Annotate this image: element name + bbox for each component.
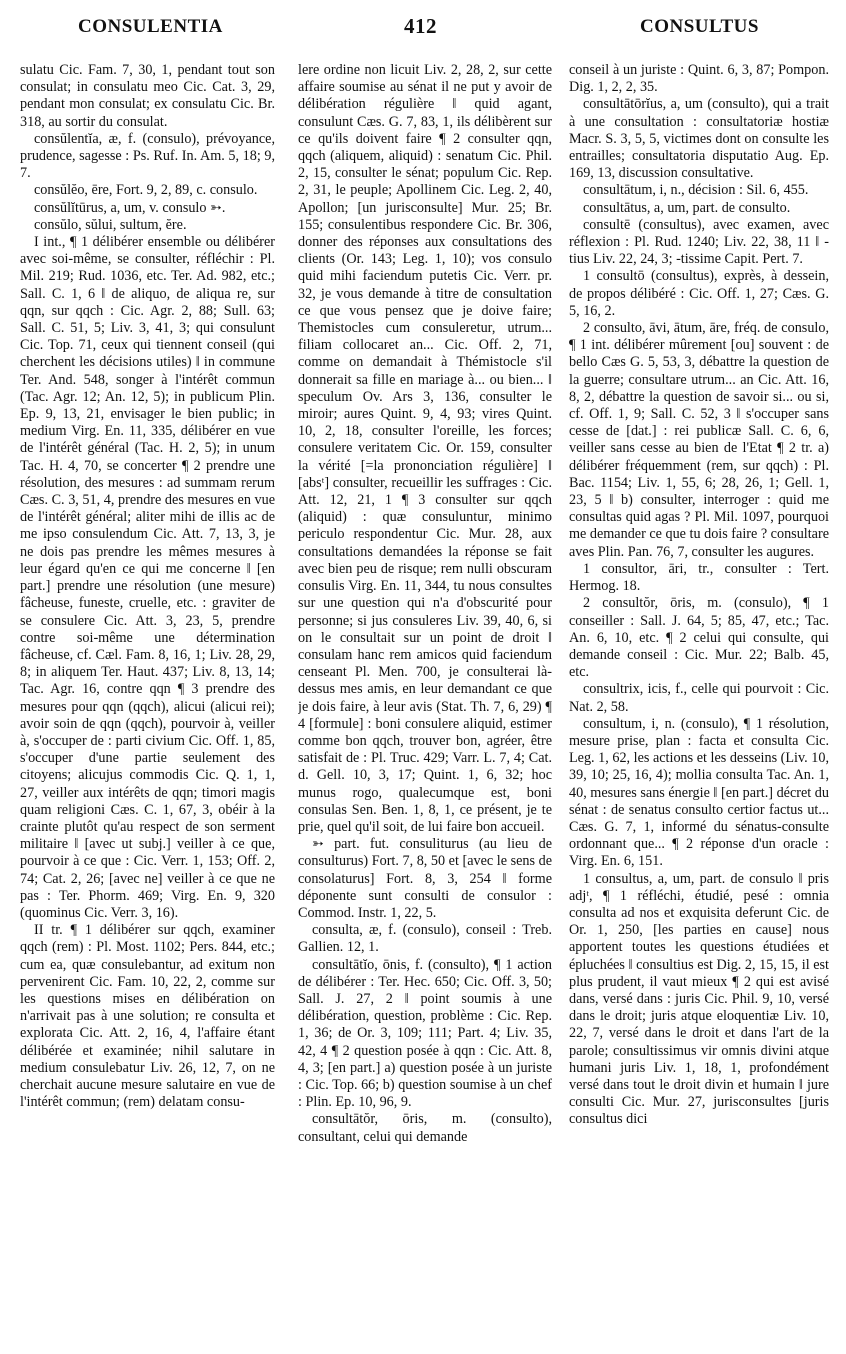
entry-paragraph: 1 consultor, āri, tr., consulter : Tert. Hermog. 18.: [569, 560, 829, 595]
page-number: 412: [404, 14, 437, 38]
header-left-word: CONSULENTIA: [78, 16, 223, 37]
entry-paragraph: consultātĭo, ōnis, f. (consulto), ¶ 1 action de délibérer : Ter. Hec. 650; Cic. Off. 3, 50; Sall. J. 27, 2 ‖ point soumis à une délibération, question, problème : Cic. Rep. 1, 36; de Or. 3, 109; 111; Part. 4; Liv. 35, 42, 4 ¶ 2 question posée à qqn : Cic. Att. 8, 4, 3; [en part.] a) question posée à un juriste : Cic. Top. 66; b) question soumise à un chef : Plin. Ep. 10, 96, 9.: [298, 956, 552, 1111]
entry-paragraph: consultātum, i, n., décision : Sil. 6, 455.: [583, 182, 809, 199]
entry-paragraph: consulta, æ, f. (consulo), conseil : Treb. Gallien. 12, 1.: [298, 922, 552, 956]
entry-paragraph: II tr. ¶ 1 délibérer sur qqch, examiner qqch (rem) : Pl. Most. 1102; Pers. 844, etc.; cum ea, quæ consulebantur, ad exitum non pervenirent Cic. Fam. 10, 22, 2, comme sur les questions mises en délibération on n'arrivait pas à une solution; re consulta et explorata Cic. Att. 2, 16, 4, l'affaire étant délibérée et examinée; nihil salutare in medium consulebatur Liv. 26, 12, 7, on ne cherchait aucune mesure salutaire en vue de l'intérêt commun; (rem) delatam consu-: [20, 922, 275, 1111]
entry-paragraph: consultrix, icis, f., celle qui pourvoit : Cic. Nat. 2, 58.: [569, 681, 829, 715]
entry-paragraph: consultātōrĭus, a, um (consulto), qui a trait à une consultation : consultatoriæ hostiæ Macr. S. 3, 5, 5, victimes dont on consulte les entrailles; consultatoria disputatio Aug. Ep. 169, 13, discussion consultative.: [569, 96, 829, 182]
column-3: [569, 62, 829, 1342]
page-header: [0, 0, 846, 58]
entry-paragraph: 1 consultō (consultus), exprès, à dessein, de propos délibéré : Cic. Off. 1, 27; Cæs. G. 5, 16, 2.: [569, 268, 829, 319]
entry-paragraph: sulatu Cic. Fam. 7, 30, 1, pendant tout son consulat; in consulatu meo Cic. Cat. 3, 29, pendant mon consulat; ex consulatu Cic. Br. 318, au sortir du consulat.: [20, 62, 275, 130]
entry-paragraph: 2 consultŏr, ōris, m. (consulo), ¶ 1 conseiller : Sall. J. 64, 5; 85, 47, etc.; Tac. An. 6, 10, etc. ¶ 2 celui qui consulte, qui demande conseil : Cic. Mur. 22; Balb. 45, etc.: [569, 595, 829, 681]
entry-paragraph: consŭlentĭa, æ, f. (consulo), prévoyance, prudence, sagesse : Ps. Ruf. In. Am. 5, 18; 9, 7.: [20, 130, 275, 182]
entry-paragraph: 2 consulto, āvi, ātum, āre, fréq. de consulo, ¶ 1 int. délibérer mûrement [ou] souvent : de bello Cæs G. 5, 53, 3, débattre la question de la guerre; consultare utrum... an Cic. Att. 16, 8, 2, débattre la question de savoir si... ou si, cf. Off. 1, 9; Sall. C. 52, 3 ‖ s'occuper sans cesse de [dat.] : rei publicæ Sall. C. 6, 6, veiller sans cesse au bien de l'Etat ¶ 2 tr. a) délibérer fréquemment (rem, sur qqch) : Pl. Bac. 1154; Liv. 1, 55, 6; 28, 26, 1; Gell. 1, 23, 5 ‖ b) consulter, interroger : quid me consultas quid agas ? Pl. Mil. 1097, pourquoi me demander ce que tu dois faire ? consultare aves Plin. Pan. 76, 7, consulter les augures.: [569, 320, 829, 560]
entry-paragraph: 1 consultus, a, um, part. de consulo ‖ pris adjᵗ, ¶ 1 réfléchi, étudié, pesé : omnia consulta ad nos et exquisita deferunt Cic. de Or. 1, 250, [les parties en cause] nous apportent toutes les questions étudiées et épluchées ‖ consultius est Dig. 2, 15, 15, il est plus prudent, il vaut mieux ¶ 2 qui est avisé dans, versé dans : juris Cic. Phil. 9, 10, versé dans le droit; juris atque eloquentiæ Liv. 10, 22, 7, versé dans le droit et dans l'art de la parole; consultissimus vir omnis divini atque humani juris Liv. 1, 18, 1, profondément versé dans tout le droit divin et humain ‖ jure consulti Cic. Mur. 27, jurisconsultes [juris consultus dici: [569, 870, 829, 1128]
entry-paragraph: consultē (consultus), avec examen, avec réflexion : Pl. Rud. 1240; Liv. 22, 38, 11 ‖ -tius Liv. 22, 24, 3; -tissime Capit. Pert. 7.: [569, 216, 829, 268]
entry-paragraph: lere ordine non licuit Liv. 2, 28, 2, sur cette affaire soumise au sénat il ne put y avoir de délibération régulière ‖ quid agant, consulunt Cæs. G. 7, 83, 1, ils délibèrent sur ce qu'ils doivent faire ¶ 2 consulter qqn, qqch (aliquem, aliquid) : senatum Cic. Phil. 2, 15, consulter le sénat; populum Cic. Rep. 2, 31, le peuple; Apollinem Cic. Leg. 2, 40, Apollon; [un jurisconsulte] Mur. 25; Br. 155; consulentibus respondere Cic. Br. 306, donner des réponses aux consultations des clients (Or. 143; Leg. 1, 10); vos consulo quid mihi faciendum putetis Cic. Verr. pr. 32, je vous demande à titre de consultation ce que vous pensez que je doive faire; Themistocles cum consuleretur, utrum... filiam collocaret an... Cic. Off. 2, 71, comme on demandait à Thémistocle s'il donnerait sa fille en mariage à... ou bien... ‖ speculum Ov. Ars 3, 136, consulter le miroir; aures Quint. 9, 4, 93; vires Quint. 10, 2, 18, consulter l'oreille, les forces; consulere veritatem Cic. Or. 159, consulter la vérité [=la prononciation régulière] ‖ [absᵗ] consulter, recueillir les suffrages : Cic. Att. 12, 21, 1 ¶ 3 consulter sur qqch (aliquid) : quæ consuluntur, minimo periculo respondentur Cic. Mur. 28, aux consultations demandées la réponse se fait avec bien peu de risque; rem nulli obscuram consulis Virg. En. 11, 344, tu nous consultes sur une question qui n'a d'obscurité pour personne; si jus consuleres Liv. 39, 40, 6, si on le consultait sur un point de droit ‖ consulam hanc rem amicos quid faciendum censeant Pl. Men. 700, je consulterai là-dessus mes amis, en leur demandant ce que je dois faire, à leur avis (Stat. Th. 7, 6, 29) ¶ 4 [formule] : boni consulere aliquid, estimer comme bon qqch, trouver bon, agréer, être satisfait de : Pl. Truc. 429; Varr. L. 7, 4; Cat. d. Gell. 10, 3, 17; Quint. 1, 6, 32; hoc munus rogo, qualecumque est, boni consulas Sen. Ben. 1, 8, 1, ce présent, je te prie, quel qu'il soit, de lui faire bon accueil.: [298, 62, 552, 835]
entry-paragraph: consŭlĕo, ēre, Fort. 9, 2, 89, c. consulo.: [34, 182, 258, 199]
entry-paragraph: consultātus, a, um, part. de consulto.: [583, 199, 791, 216]
header-right-word: CONSULTUS: [640, 16, 759, 37]
entry-paragraph: conseil à un juriste : Quint. 6, 3, 87; Pompon. Dig. 1, 2, 2, 35.: [569, 62, 829, 96]
entry-paragraph: I int., ¶ 1 délibérer ensemble ou délibérer avec soi-même, se consulter, réfléchir : Pl. Mil. 219; Rud. 1036, etc. Ter. Ad. 982, etc.; Sall. C. 1, 6 ‖ de aliquo, de aliqua re, sur qqn, sur qqch : Cic. Agr. 2, 88; Sull. 63; Sall. C. 51, 5; Liv. 3, 41, 3; qui consulunt Cic. Top. 71, ceux qui tiennent conseil (qui cherchent les décisions utiles) ‖ in commune Ter. And. 548, songer à l'intérêt commun (Tac. Agr. 12; An. 12, 5); in publicum Plin. Ep. 9, 13, 21, envisager le bien public; in medium Virg. En. 11, 335, délibérer en vue de l'intérêt général (Tac. H. 2, 5); in unum Tac. H. 4, 70, se concerter ¶ 2 prendre une résolution, des mesures : ad summam rerum Cæs. C. 3, 51, 4, prendre des mesures en vue de l'intérêt général; aliter mihi de illis ac de me ipso consulendum Cic. Att. 7, 13, 3, je ne dois pas prendre les mêmes mesures à leur égard qu'en ce qui me concerne ‖ [en part.] prendre une résolution (une mesure) fâcheuse, funeste, cruelle, etc. : graviter de se consulere Cic. Att. 3, 23, 5, prendre contre soi-même une détermination fâcheuse, cf. Cæl. Fam. 8, 16, 1; Liv. 28, 29, 8; in aliquem Ter. Haut. 437; Liv. 8, 13, 14; Tac. Agr. 16, contre qqn ¶ 3 prendre des mesures pour qqn (qqch), alicui (alicui rei); avoir soin de qqn (qqch), pourvoir à, veiller à, s'occuper de : parti civium Cic. Off. 1, 85, s'occuper d'une partie seulement des citoyens; alicujus commodis Cic. Q. 1, 1, 27, veiller aux intérêts de qqn; timori magis quam religioni Cæs. C. 1, 67, 3, obéir à la crainte plutôt qu'au respect de son serment militaire ‖ [avec ut subj.] veiller à ce que, pourvoir à ce que : Cic. Verr. 1, 153; Off. 2, 74; Cat. 2, 26; [avec ne] veiller à ce que ne pas : Ter. Phorm. 469; Virg. En. 9, 320 (quominus Cic. Verr. 3, 16).: [20, 234, 275, 921]
entry-paragraph: ➳ part. fut. consuliturus (au lieu de consulturus) Fort. 7, 8, 50 et [avec le sens de consolaturus] Fort. 8, 3, 254 ‖ forme déponente sunt consulti de consulor : Commod. Instr. 1, 22, 5.: [298, 836, 552, 921]
entry-paragraph: consultātŏr, ōris, m. (consulto), consultant, celui qui demande: [298, 1111, 552, 1145]
entry-paragraph: consŭlo, sŭlui, sultum, ĕre.: [34, 216, 187, 233]
column-1: [20, 62, 275, 1342]
column-2: [298, 62, 552, 1342]
entry-paragraph: consŭlĭtūrus, a, um, v. consulo ➳.: [34, 199, 226, 216]
entry-paragraph: consultum, i, n. (consulo), ¶ 1 résolution, mesure prise, plan : facta et consulta Cic. Leg. 1, 62, les actions et les desseins (Liv. 10, 39, 10; 25, 16, 4); mollia consulta Tac. An. 1, 40, mesures sans énergie ‖ [en part.] décret du sénat : de senatus consulto certior factus ut... Cæs. G. 7, 1, informé du sénatus-consulte ordonnant que... ¶ 2 réponse d'un oracle : Virg. En. 6, 151.: [569, 715, 829, 870]
